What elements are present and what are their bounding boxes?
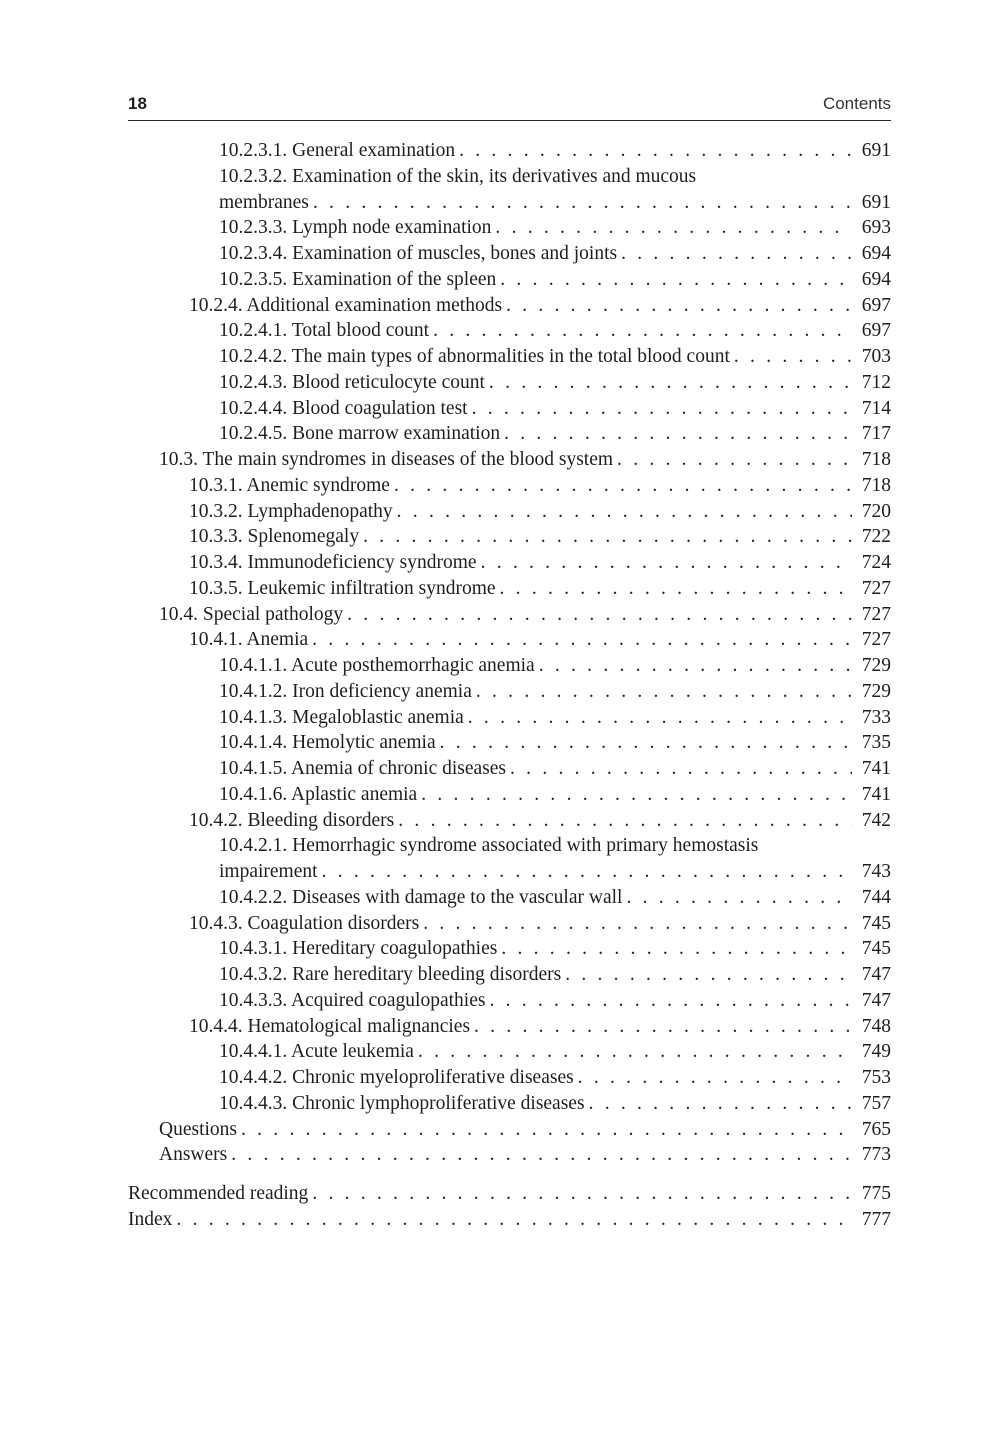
toc-entry-title: 10.4.3.1. Hereditary coagulopathies [219,938,498,960]
toc-entry-page: 745 [861,938,891,960]
toc-entry-title: 10.4.1.6. Aplastic anemia [219,783,418,805]
toc-entry-page: 729 [861,680,891,702]
toc-entry[interactable] [189,1016,1000,1042]
toc-entry-title: 10.4.4.1. Acute leukemia [219,1041,414,1063]
toc-entry[interactable] [219,217,1000,243]
dot-leader [312,1183,852,1205]
running-head: Contents [822,94,891,113]
dot-leader [734,346,852,368]
toc-entry-page: 744 [861,886,891,908]
toc-entry[interactable] [189,578,1000,604]
toc-entry-page: 717 [861,423,891,445]
dot-leader [539,655,852,677]
toc-entry-title: 10.4.2.1. Hemorrhagic syndrome associated with primary hemostasis [219,835,759,857]
toc-entry[interactable] [219,964,1000,990]
toc-entry[interactable] [219,1067,1000,1093]
dot-leader [312,629,852,651]
toc-entry-title: 10.2.4.2. The main types of abnormalities in the total blood count [219,346,730,367]
dot-leader [459,140,852,162]
toc-entry[interactable] [189,629,1000,655]
toc-entry-page: 742 [861,809,891,831]
toc-entry-page: 777 [861,1208,891,1230]
toc-entry-title: membranes [219,191,309,213]
toc-entry-title: Questions [159,1118,237,1140]
dot-leader [476,681,852,703]
toc-entry-title: Index [128,1208,173,1230]
toc-entry[interactable] [189,526,1000,552]
toc-entry[interactable] [219,1093,1000,1119]
toc-entry-page: 727 [861,577,891,599]
toc-entry-title: 10.2.3.2. Examination of the skin, its derivatives and mucous [219,165,697,187]
toc-entry-title: 10.2.3.4. Examination of muscles, bones and joints [219,243,618,264]
toc-entry[interactable] [159,604,1000,630]
toc-entry[interactable] [219,835,1000,861]
toc-entry[interactable] [219,990,1000,1016]
dot-leader [440,732,852,754]
dot-leader [510,758,852,780]
toc-entry-page: 693 [861,217,891,239]
toc-entry-title: 10.4.2. Bleeding disorders [189,809,395,831]
dot-leader [363,526,852,548]
toc-entry-page: 741 [861,758,891,779]
page-header [128,94,891,121]
toc-entry-title: 10.2.4. Additional examination methods [189,294,503,316]
dot-leader [394,475,852,497]
dot-leader [578,1067,852,1089]
dot-leader [474,1016,852,1038]
dot-leader [322,861,852,883]
toc-entry[interactable] [189,552,1000,578]
toc-entry-title: 10.3. The main syndromes in diseases of the blood system [159,449,614,470]
dot-leader [621,243,852,265]
dot-leader [506,295,852,317]
dot-leader [565,964,852,986]
toc-entry-page: 747 [861,989,891,1011]
toc-entry-page: 727 [861,603,891,625]
toc-entry[interactable] [219,269,1000,295]
toc-entry-page: 724 [861,552,891,573]
toc-entry[interactable] [189,475,1000,501]
toc-entry-title: 10.4.2.2. Diseases with damage to the vascular wall [219,886,623,908]
toc-entry-page: 697 [861,294,891,316]
toc-entry-title: impairement [219,861,318,882]
toc-entry[interactable] [189,810,1000,836]
toc-entry-title: 10.2.4.5. Bone marrow examination [219,423,501,445]
dot-leader [489,990,852,1012]
toc-entry-title: 10.2.3.5. Examination of the spleen [219,268,497,290]
toc-entry-page: 745 [861,912,891,934]
toc-entry-title: 10.4.1.2. Iron deficiency anemia [219,680,472,702]
toc-entry-title: 10.2.4.4. Blood coagulation test [219,397,468,419]
toc-entry-page: 741 [861,783,891,805]
dot-leader [433,320,852,342]
toc-entry[interactable] [219,192,1000,218]
toc-entry-title: Answers [159,1144,228,1166]
toc-entry[interactable] [219,243,1000,269]
dot-leader [421,784,852,806]
toc-entry[interactable] [219,655,1000,681]
toc-entry[interactable] [219,732,1000,758]
dot-leader [617,449,852,471]
toc-entry[interactable] [128,1209,1000,1235]
toc-entry[interactable] [219,784,1000,810]
toc-entry-page: 722 [861,526,891,548]
toc-entry[interactable] [219,861,1000,887]
toc-entry[interactable] [159,1119,1000,1145]
toc-entry[interactable] [219,140,1000,166]
toc-entry-title: 10.3.3. Splenomegaly [189,526,360,548]
dot-leader [500,269,852,291]
toc-entry-page: 718 [861,474,891,496]
toc-entry-title: 10.3.5. Leukemic infiltration syndrome [189,577,496,599]
toc-entry-page: 703 [861,346,891,367]
toc-entry-title: 10.2.3.1. General examination [219,140,456,161]
dot-leader [347,604,852,626]
toc-entry[interactable] [128,1183,1000,1209]
toc-entry-title: 10.4.3.2. Rare hereditary bleeding disorders [219,964,562,985]
toc-entry-page: 735 [861,732,891,754]
page-number: 18 [128,94,147,113]
toc-entry[interactable] [219,346,1000,372]
dot-leader [231,1144,852,1166]
toc-entry[interactable] [219,423,1000,449]
dot-leader [472,398,852,420]
table-of-contents [0,140,1000,1235]
toc-entry[interactable] [219,938,1000,964]
toc-entry-title: 10.2.4.1. Total blood count [219,320,430,342]
toc-entry-title: 10.4.1. Anemia [189,629,309,651]
toc-entry-title: 10.2.3.3. Lymph node examination [219,217,492,239]
toc-entry-page: 753 [861,1067,891,1088]
toc-entry-title: 10.4.1.1. Acute posthemorrhagic anemia [219,655,535,676]
toc-entry[interactable] [189,913,1000,939]
toc-entry-page: 775 [861,1183,891,1204]
toc-entry[interactable] [219,758,1000,784]
toc-entry-page: 691 [861,140,891,161]
toc-entry[interactable] [219,681,1000,707]
toc-entry-page: 773 [861,1144,891,1166]
toc-entry-title: Recommended reading [128,1183,309,1204]
dot-leader [626,887,852,909]
dot-leader [397,501,852,523]
toc-entry-page: 697 [861,320,891,342]
toc-entry-page: 747 [861,964,891,985]
dot-leader [589,1093,852,1115]
toc-entry-title: 10.4.1.4. Hemolytic anemia [219,732,436,754]
toc-entry-page: 714 [861,397,891,419]
dot-leader [418,1041,852,1063]
toc-entry-page: 694 [861,243,891,264]
toc-entry[interactable] [189,501,1000,527]
dot-leader [313,192,852,214]
toc-entry-page: 757 [861,1092,891,1114]
toc-entry-page: 749 [861,1041,891,1063]
toc-entry-title: 10.4.3.3. Acquired coagulopathies [219,989,486,1011]
toc-entry[interactable] [219,1041,1000,1067]
toc-entry-title: 10.2.4.3. Blood reticulocyte count [219,371,485,393]
toc-entry-title: 10.4.4.3. Chronic lymphoproliferative diseases [219,1092,585,1114]
dot-leader [489,372,852,394]
dot-leader [500,578,852,600]
toc-entry-page: 729 [861,655,891,676]
toc-entry[interactable] [159,1144,1000,1170]
dot-leader [504,423,852,445]
toc-entry-title: 10.3.4. Immunodeficiency syndrome [189,552,477,573]
toc-entry-title: 10.3.1. Anemic syndrome [189,474,390,496]
toc-entry[interactable] [219,887,1000,913]
toc-entry-title: 10.4.4. Hematological malignancies [189,1015,471,1037]
toc-entry-page: 727 [861,629,891,651]
toc-entry-page: 694 [861,268,891,290]
dot-leader [481,552,852,574]
dot-leader [241,1119,852,1141]
toc-entry[interactable] [219,320,1000,346]
toc-entry-title: 10.4.1.5. Anemia of chronic diseases [219,758,507,779]
toc-entry[interactable] [219,166,1000,192]
dot-leader [398,810,852,832]
dot-leader [501,938,852,960]
toc-entry-page: 720 [861,500,891,522]
toc-entry-page: 733 [861,706,891,728]
toc-entry-page: 691 [861,191,891,213]
toc-entry-page: 765 [861,1118,891,1140]
toc-entry[interactable] [159,449,1000,475]
dot-leader [176,1209,852,1231]
toc-entry-title: 10.4.3. Coagulation disorders [189,912,420,934]
toc-entry[interactable] [189,295,1000,321]
toc-entry-page: 743 [861,861,891,882]
toc-entry[interactable] [219,372,1000,398]
dot-leader [468,707,852,729]
toc-entry[interactable] [219,398,1000,424]
dot-leader [423,913,852,935]
dot-leader [495,217,852,239]
toc-entry-page: 712 [861,371,891,393]
toc-entry-title: 10.4.4.2. Chronic myeloproliferative diseases [219,1067,574,1088]
toc-entry[interactable] [219,707,1000,733]
toc-entry-page: 718 [861,449,891,470]
toc-entry-title: 10.4.1.3. Megaloblastic anemia [219,706,464,728]
toc-entry-title: 10.4. Special pathology [159,603,344,625]
toc-entry-page: 748 [861,1015,891,1037]
toc-entry-title: 10.3.2. Lymphadenopathy [189,500,393,522]
